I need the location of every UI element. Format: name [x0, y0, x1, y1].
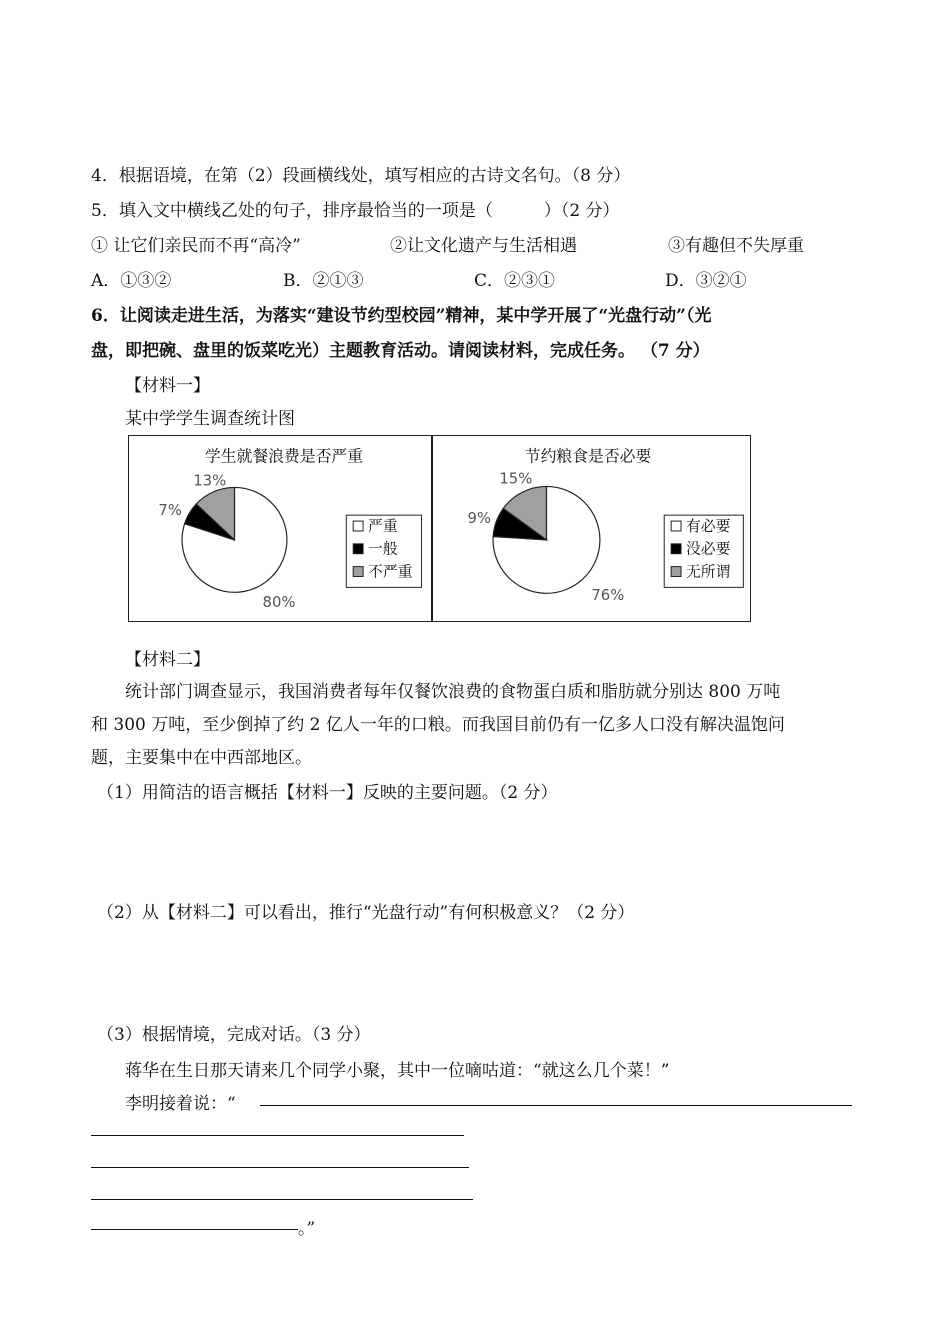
- material-2-line-2: 和 300 万吨，至少倒掉了约 2 亿人一年的口粮。而我国目前仍有一亿多人口没有解决温饱问: [91, 715, 785, 735]
- question-6-line-2: 盘，即把碗、盘里的饭菜吃光）主题教育活动。请阅读材料，完成任务。 （7 分）: [91, 341, 710, 361]
- q5-item-3: ③有趣但不失厚重: [668, 236, 804, 256]
- question-4: 4．根据语境，在第（2）段画横线处，填写相应的古诗文名句。（8 分）: [91, 166, 631, 186]
- legend-swatch: [671, 567, 681, 577]
- answer-line-5[interactable]: [91, 1229, 298, 1230]
- legend-label: 不严重: [368, 563, 413, 581]
- question-5: 5．填入文中横线乙处的句子，排序最恰当的一项是（ ）（2 分）: [91, 201, 620, 221]
- answer-line-3[interactable]: [91, 1167, 469, 1168]
- chart-title: 节约粮食是否必要: [524, 446, 652, 466]
- task-3-context: 蒋华在生日那天请来几个同学小聚，其中一位嘀咕道：“就这么几个菜！”: [125, 1061, 670, 1081]
- slice-label: 80%: [262, 594, 296, 612]
- answer-line-4[interactable]: [91, 1199, 473, 1200]
- legend-swatch: [671, 521, 681, 531]
- material-1-heading: 【材料一】: [125, 376, 210, 396]
- legend-swatch: [353, 521, 363, 531]
- material-2-line-3: 题，主要集中在中西部地区。: [91, 748, 312, 768]
- q5-option-d: D．③②①: [665, 271, 747, 291]
- answer-line-1[interactable]: [260, 1105, 852, 1106]
- legend-label: 严重: [368, 517, 398, 535]
- task-1: （1）用简洁的语言概括【材料一】反映的主要问题。（2 分）: [97, 783, 558, 803]
- material-2-heading: 【材料二】: [125, 650, 210, 670]
- legend-swatch: [353, 567, 363, 577]
- slice-label: 15%: [499, 470, 533, 488]
- slice-label: 9%: [467, 510, 491, 528]
- q5-item-2: ②让文化遗产与生活相遇: [390, 236, 577, 256]
- task-3-prompt: 李明接着说：“: [125, 1094, 236, 1114]
- answer-line-2[interactable]: [91, 1135, 464, 1136]
- legend-label: 一般: [368, 540, 398, 558]
- question-6-line-1: 6．让阅读走进生活，为落实“建设节约型校园”精神，某中学开展了“光盘行动”（光: [91, 306, 712, 326]
- q5-option-b: B．②①③: [283, 271, 364, 291]
- q5-item-1: ① 让它们亲民而不再“高冷”: [91, 236, 301, 256]
- chart-title: 学生就餐浪费是否严重: [204, 446, 364, 466]
- legend-label: 没必要: [685, 540, 731, 558]
- material-2-line-1: 统计部门调查显示，我国消费者每年仅餐饮浪费的食物蛋白质和脂肪就分别达 800 万吨: [125, 682, 781, 702]
- slice-label: 13%: [193, 472, 227, 490]
- q5-option-a: A．①③②: [91, 271, 172, 291]
- q5-option-c: C．②③①: [474, 271, 556, 291]
- task-3: （3）根据情境，完成对话。（3 分）: [97, 1025, 371, 1045]
- answer-end-quote: 。”: [298, 1219, 316, 1239]
- pie-chart-waste: [129, 436, 431, 621]
- slice-label: 76%: [591, 587, 625, 605]
- legend-label: 有必要: [685, 517, 731, 535]
- legend-swatch: [671, 544, 681, 554]
- chart-caption: 某中学学生调查统计图: [125, 409, 295, 429]
- legend-swatch: [353, 544, 363, 554]
- legend-label: 无所谓: [685, 563, 731, 581]
- survey-charts: [128, 435, 751, 622]
- task-2: （2）从【材料二】可以看出，推行“光盘行动”有何积极意义？（2 分）: [97, 903, 635, 923]
- pie-chart-necessity: [433, 436, 750, 621]
- slice-label: 7%: [158, 502, 182, 520]
